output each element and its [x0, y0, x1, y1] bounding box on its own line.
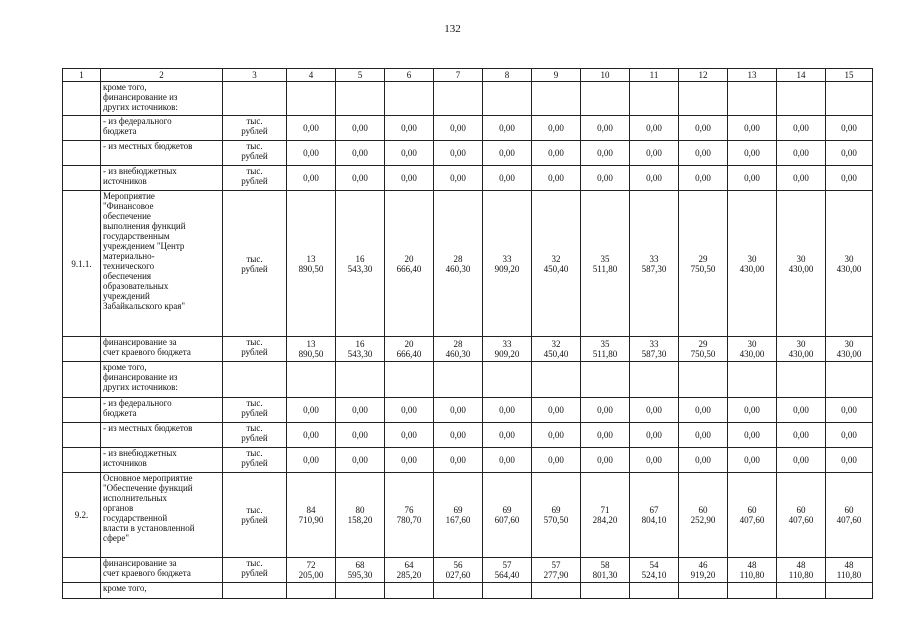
value-cell: 0,00 — [483, 166, 532, 191]
row-description: - из внебюджетных источников — [101, 166, 223, 191]
value-cell: 0,00 — [434, 423, 483, 448]
value-cell: 0,00 — [385, 398, 434, 423]
row-description: финансирование за счет краевого бюджета — [101, 558, 223, 583]
value-cell — [777, 583, 826, 599]
value-cell: 29 750,50 — [679, 191, 728, 337]
value-cell: 48 110,80 — [777, 558, 826, 583]
header-cell: 4 — [287, 69, 336, 82]
value-cell: 16 543,30 — [336, 191, 385, 337]
value-cell: 30 430,00 — [777, 337, 826, 362]
value-cell: 0,00 — [483, 448, 532, 473]
row-description: Мероприятие "Финансовое обеспечение выполнения функций государственным учреждением "Центр материально- технического обеспечения образовательных учреждений Забайкальского края" — [101, 191, 223, 337]
value-cell: 0,00 — [581, 116, 630, 141]
value-cell: 0,00 — [483, 141, 532, 166]
table-row — [63, 337, 873, 362]
value-cell — [483, 82, 532, 116]
value-cell — [483, 362, 532, 398]
value-cell — [581, 583, 630, 599]
row-description: финансирование за счет краевого бюджета — [101, 337, 223, 362]
value-cell: 0,00 — [581, 423, 630, 448]
value-cell: 0,00 — [336, 166, 385, 191]
value-cell: 0,00 — [679, 448, 728, 473]
value-cell — [532, 362, 581, 398]
value-cell: 0,00 — [630, 423, 679, 448]
value-cell: 0,00 — [581, 398, 630, 423]
value-cell: 0,00 — [385, 166, 434, 191]
row-unit — [223, 583, 287, 599]
value-cell: 60 407,60 — [777, 473, 826, 558]
value-cell — [826, 82, 873, 116]
value-cell: 29 750,50 — [679, 337, 728, 362]
value-cell: 57 277,90 — [532, 558, 581, 583]
value-cell: 0,00 — [385, 448, 434, 473]
value-cell: 20 666,40 — [385, 191, 434, 337]
value-cell: 30 430,00 — [826, 337, 873, 362]
value-cell: 0,00 — [679, 116, 728, 141]
header-cell: 2 — [101, 69, 223, 82]
value-cell: 60 407,60 — [728, 473, 777, 558]
value-cell: 0,00 — [385, 141, 434, 166]
header-cell: 11 — [630, 69, 679, 82]
value-cell: 58 801,30 — [581, 558, 630, 583]
row-code: 9.2. — [63, 473, 101, 558]
value-cell: 0,00 — [630, 116, 679, 141]
value-cell: 76 780,70 — [385, 473, 434, 558]
value-cell — [728, 362, 777, 398]
value-cell — [385, 82, 434, 116]
row-description: - из местных бюджетов — [101, 141, 223, 166]
value-cell: 0,00 — [728, 116, 777, 141]
value-cell: 0,00 — [728, 448, 777, 473]
value-cell — [630, 82, 679, 116]
value-cell: 0,00 — [777, 448, 826, 473]
row-code — [63, 362, 101, 398]
value-cell: 0,00 — [728, 166, 777, 191]
row-unit: тыс. рублей — [223, 558, 287, 583]
value-cell: 33 587,30 — [630, 337, 679, 362]
value-cell: 72 205,00 — [287, 558, 336, 583]
row-description: Основное мероприятие "Обеспечение функций исполнительных органов государственной власти в установленной сфере" — [101, 473, 223, 558]
value-cell: 0,00 — [336, 141, 385, 166]
value-cell: 60 252,90 — [679, 473, 728, 558]
value-cell: 0,00 — [728, 141, 777, 166]
value-cell: 0,00 — [826, 398, 873, 423]
value-cell — [532, 583, 581, 599]
value-cell: 0,00 — [777, 166, 826, 191]
value-cell: 30 430,00 — [728, 337, 777, 362]
value-cell: 68 595,30 — [336, 558, 385, 583]
table-row — [63, 558, 873, 583]
row-code — [63, 448, 101, 473]
value-cell: 0,00 — [287, 116, 336, 141]
header-row — [63, 69, 873, 82]
value-cell: 56 027,60 — [434, 558, 483, 583]
value-cell — [581, 362, 630, 398]
value-cell: 32 450,40 — [532, 337, 581, 362]
value-cell: 0,00 — [336, 448, 385, 473]
row-unit: тыс. рублей — [223, 337, 287, 362]
value-cell — [728, 82, 777, 116]
value-cell: 0,00 — [532, 448, 581, 473]
value-cell: 0,00 — [287, 398, 336, 423]
value-cell: 84 710,90 — [287, 473, 336, 558]
header-cell: 9 — [532, 69, 581, 82]
value-cell: 0,00 — [434, 398, 483, 423]
value-cell: 28 460,30 — [434, 191, 483, 337]
table-row — [63, 191, 873, 337]
table-row — [63, 166, 873, 191]
value-cell: 0,00 — [287, 448, 336, 473]
value-cell: 33 909,20 — [483, 337, 532, 362]
value-cell: 0,00 — [434, 166, 483, 191]
value-cell: 35 511,80 — [581, 337, 630, 362]
value-cell: 0,00 — [336, 398, 385, 423]
header-cell: 7 — [434, 69, 483, 82]
row-code — [63, 337, 101, 362]
value-cell: 20 666,40 — [385, 337, 434, 362]
budget-table — [62, 68, 873, 599]
value-cell: 0,00 — [679, 423, 728, 448]
row-description: кроме того, финансирование из других источников: — [101, 362, 223, 398]
value-cell: 0,00 — [728, 398, 777, 423]
value-cell: 13 890,50 — [287, 337, 336, 362]
row-code — [63, 583, 101, 599]
header-cell: 5 — [336, 69, 385, 82]
table-row — [63, 423, 873, 448]
value-cell: 0,00 — [385, 116, 434, 141]
row-unit: тыс. рублей — [223, 423, 287, 448]
value-cell: 54 524,10 — [630, 558, 679, 583]
value-cell: 16 543,30 — [336, 337, 385, 362]
value-cell — [434, 82, 483, 116]
header-cell: 14 — [777, 69, 826, 82]
value-cell: 0,00 — [826, 423, 873, 448]
value-cell: 60 407,60 — [826, 473, 873, 558]
value-cell: 0,00 — [630, 398, 679, 423]
value-cell: 0,00 — [434, 116, 483, 141]
value-cell — [483, 583, 532, 599]
row-unit — [223, 82, 287, 116]
value-cell: 0,00 — [777, 423, 826, 448]
value-cell: 30 430,00 — [826, 191, 873, 337]
value-cell: 35 511,80 — [581, 191, 630, 337]
row-unit: тыс. рублей — [223, 166, 287, 191]
value-cell: 0,00 — [532, 141, 581, 166]
table-row — [63, 448, 873, 473]
header-cell: 8 — [483, 69, 532, 82]
value-cell: 69 607,60 — [483, 473, 532, 558]
value-cell — [630, 362, 679, 398]
value-cell: 0,00 — [287, 141, 336, 166]
row-description: - из федерального бюджета — [101, 398, 223, 423]
value-cell — [826, 583, 873, 599]
value-cell — [434, 362, 483, 398]
value-cell: 0,00 — [777, 398, 826, 423]
value-cell: 33 909,20 — [483, 191, 532, 337]
row-code — [63, 423, 101, 448]
value-cell: 0,00 — [287, 166, 336, 191]
header-cell: 3 — [223, 69, 287, 82]
header-cell: 10 — [581, 69, 630, 82]
value-cell: 0,00 — [826, 116, 873, 141]
value-cell: 0,00 — [581, 448, 630, 473]
table-row — [63, 362, 873, 398]
value-cell: 0,00 — [532, 423, 581, 448]
row-code — [63, 166, 101, 191]
value-cell: 80 158,20 — [336, 473, 385, 558]
value-cell — [679, 362, 728, 398]
row-description: кроме того, финансирование из других источников: — [101, 82, 223, 116]
value-cell: 0,00 — [679, 166, 728, 191]
value-cell: 0,00 — [826, 141, 873, 166]
value-cell: 30 430,00 — [777, 191, 826, 337]
table-row — [63, 116, 873, 141]
value-cell — [777, 362, 826, 398]
row-unit: тыс. рублей — [223, 116, 287, 141]
value-cell: 0,00 — [630, 448, 679, 473]
value-cell: 0,00 — [679, 141, 728, 166]
value-cell — [777, 82, 826, 116]
row-unit: тыс. рублей — [223, 141, 287, 166]
row-unit: тыс. рублей — [223, 398, 287, 423]
value-cell: 48 110,80 — [826, 558, 873, 583]
value-cell: 0,00 — [826, 448, 873, 473]
value-cell: 71 284,20 — [581, 473, 630, 558]
value-cell: 0,00 — [826, 166, 873, 191]
row-code — [63, 141, 101, 166]
value-cell: 0,00 — [581, 141, 630, 166]
table-row — [63, 473, 873, 558]
value-cell — [679, 82, 728, 116]
value-cell: 67 804,10 — [630, 473, 679, 558]
value-cell: 0,00 — [679, 398, 728, 423]
value-cell: 32 450,40 — [532, 191, 581, 337]
row-description: - из внебюджетных источников — [101, 448, 223, 473]
page-number: 132 — [444, 23, 461, 35]
value-cell: 0,00 — [483, 398, 532, 423]
value-cell: 64 285,20 — [385, 558, 434, 583]
value-cell: 0,00 — [777, 116, 826, 141]
table-row — [63, 141, 873, 166]
value-cell: 0,00 — [483, 116, 532, 141]
value-cell: 69 167,60 — [434, 473, 483, 558]
header-cell: 12 — [679, 69, 728, 82]
row-code — [63, 82, 101, 116]
value-cell: 0,00 — [336, 423, 385, 448]
header-cell: 1 — [63, 69, 101, 82]
row-unit: тыс. рублей — [223, 191, 287, 337]
value-cell — [287, 82, 336, 116]
value-cell: 0,00 — [728, 423, 777, 448]
table-row — [63, 583, 873, 599]
value-cell: 57 564,40 — [483, 558, 532, 583]
value-cell: 46 919,20 — [679, 558, 728, 583]
value-cell: 0,00 — [483, 423, 532, 448]
table-row — [63, 82, 873, 116]
header-cell: 6 — [385, 69, 434, 82]
value-cell — [679, 583, 728, 599]
value-cell: 0,00 — [336, 116, 385, 141]
value-cell: 33 587,30 — [630, 191, 679, 337]
value-cell: 0,00 — [630, 141, 679, 166]
value-cell — [287, 362, 336, 398]
value-cell: 0,00 — [287, 423, 336, 448]
row-code — [63, 116, 101, 141]
value-cell — [287, 583, 336, 599]
value-cell: 69 570,50 — [532, 473, 581, 558]
value-cell: 0,00 — [581, 166, 630, 191]
value-cell — [336, 583, 385, 599]
value-cell: 0,00 — [434, 141, 483, 166]
row-description: кроме того, — [101, 583, 223, 599]
table-row — [63, 398, 873, 423]
value-cell: 30 430,00 — [728, 191, 777, 337]
row-unit: тыс. рублей — [223, 473, 287, 558]
row-code: 9.1.1. — [63, 191, 101, 337]
value-cell — [826, 362, 873, 398]
value-cell: 0,00 — [532, 166, 581, 191]
value-cell — [336, 82, 385, 116]
value-cell: 0,00 — [434, 448, 483, 473]
value-cell: 48 110,80 — [728, 558, 777, 583]
header-cell: 13 — [728, 69, 777, 82]
row-unit: тыс. рублей — [223, 448, 287, 473]
row-unit — [223, 362, 287, 398]
value-cell — [581, 82, 630, 116]
value-cell: 0,00 — [532, 398, 581, 423]
row-code — [63, 558, 101, 583]
value-cell: 0,00 — [630, 166, 679, 191]
value-cell: 0,00 — [385, 423, 434, 448]
row-description: - из местных бюджетов — [101, 423, 223, 448]
value-cell: 0,00 — [532, 116, 581, 141]
value-cell — [728, 583, 777, 599]
value-cell: 0,00 — [777, 141, 826, 166]
value-cell: 28 460,30 — [434, 337, 483, 362]
value-cell — [434, 583, 483, 599]
row-code — [63, 398, 101, 423]
value-cell — [336, 362, 385, 398]
value-cell — [385, 362, 434, 398]
row-description: - из федерального бюджета — [101, 116, 223, 141]
value-cell — [630, 583, 679, 599]
value-cell: 13 890,50 — [287, 191, 336, 337]
value-cell — [385, 583, 434, 599]
value-cell — [532, 82, 581, 116]
header-cell: 15 — [826, 69, 873, 82]
